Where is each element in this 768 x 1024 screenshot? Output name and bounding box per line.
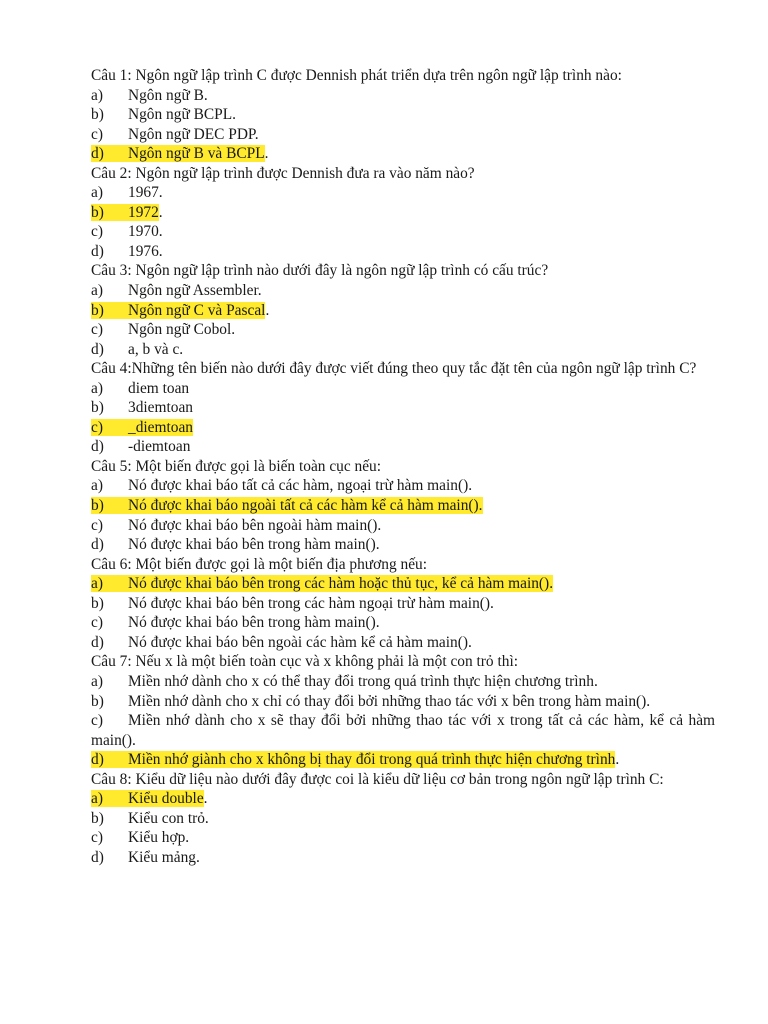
question-4-option-a (91, 379, 715, 399)
option-text: Ngôn ngữ Cobol. (128, 321, 236, 339)
question-2-option-c (91, 222, 715, 242)
option-text: Nó được khai báo bên trong các hàm ngoại trừ hàm main(). (128, 594, 494, 612)
option-letter: b) (91, 809, 104, 827)
option-text: Miền nhớ dành cho x sẽ thay đổi bởi những thao tác với x trong tất cả các hàm, kể cả hàm main(). (91, 712, 715, 749)
option-text: 3diemtoan (128, 399, 193, 417)
option-text: Miền nhớ giành cho x không bị thay đổi trong quá trình thực hiện chương trình (128, 751, 616, 769)
option-letter: c) (91, 321, 103, 339)
option-text: Miền nhớ dành cho x có thể thay đổi trong quá trình thực hiện chương trình. (128, 672, 598, 690)
question-5-option-b-answer (91, 496, 715, 516)
option-text: Miền nhớ dành cho x chỉ có thay đổi bởi những thao tác với x bên trong hàm main(). (128, 692, 651, 710)
question-7-option-a (91, 672, 715, 692)
answer-highlight (91, 751, 615, 768)
option-letter: b) (91, 497, 104, 515)
option-letter: d) (91, 751, 104, 769)
option-text: Nó được khai báo bên ngoài các hàm kể cả hàm main(). (128, 633, 472, 651)
option-text: 1967. (128, 184, 163, 202)
option-text: Ngôn ngữ DEC PDP. (128, 125, 259, 143)
question-3-option-c (91, 320, 715, 340)
question-5-option-d (91, 535, 715, 555)
option-letter: b) (91, 399, 104, 417)
answer-highlight (91, 497, 483, 514)
option-text: Ngôn ngữ B và BCPL (128, 145, 265, 163)
option-letter: a) (91, 379, 103, 397)
answer-highlight (91, 419, 193, 436)
option-text: Kiểu hợp. (128, 829, 190, 847)
answer-highlight (91, 302, 265, 319)
option-text: Kiểu con trỏ. (128, 809, 209, 827)
question-2-option-d (91, 242, 715, 262)
option-text: Ngôn ngữ B. (128, 86, 208, 104)
option-letter: b) (91, 301, 104, 319)
question-7-option-d-answer: d) Miền nhớ giành cho x không bị thay đổi trong quá trình thực hiện chương trình. (91, 751, 620, 769)
option-letter: b) (91, 594, 104, 612)
option-text: Nó được khai báo bên trong hàm main(). (128, 536, 380, 554)
question-1-option-c (91, 125, 715, 145)
question-3-option-a (91, 281, 715, 301)
answer-highlight (91, 204, 159, 221)
option-text: Ngôn ngữ BCPL. (128, 106, 236, 124)
option-text: 1972 (128, 203, 159, 221)
option-letter: c) (91, 712, 103, 730)
option-text: _diemtoan (128, 418, 193, 436)
option-text: Nó được khai báo tất cả các hàm, ngoại trừ hàm main(). (128, 477, 473, 495)
option-text: 1976. (128, 242, 163, 260)
answer-highlight: a) Nó được khai báo bên trong các hàm hoặc thủ tục, kể cả hàm main(). (91, 575, 554, 593)
question-4-option-d (91, 437, 715, 457)
option-text: Nó được khai báo ngoài tất cả các hàm kể cả hàm main(). (128, 497, 483, 515)
option-letter: c) (91, 614, 103, 632)
option-letter: a) (91, 575, 103, 593)
question-1-option-b (91, 105, 715, 125)
question-8-option-b (91, 809, 715, 829)
question-8-title: Câu 8: Kiểu dữ liệu nào dưới đây được coi là kiểu dữ liệu cơ bản trong ngôn ngữ lập trình C: (91, 770, 664, 788)
option-text: Nó được khai báo bên ngoài hàm main(). (128, 516, 382, 534)
option-letter: c) (91, 516, 103, 534)
option-letter: a) (91, 790, 103, 808)
option-letter: d) (91, 242, 104, 260)
option-letter: c) (91, 418, 103, 436)
option-letter: a) (91, 672, 103, 690)
option-text: Ngôn ngữ Assembler. (128, 282, 262, 300)
question-2-title: Câu 2: Ngôn ngữ lập trình được Dennish đưa ra vào năm nào? (91, 164, 475, 182)
question-8-option-a-answer: a) Kiểu double. (91, 790, 208, 808)
question-1-title: Câu 1: Ngôn ngữ lập trình C được Dennish phát triển dựa trên ngôn ngữ lập trình nào: (91, 67, 622, 84)
option-text: 1970. (128, 223, 163, 241)
question-8-option-c (91, 828, 715, 848)
option-letter: a) (91, 477, 103, 495)
option-text: Kiểu double (128, 790, 204, 808)
question-2-option-b-answer: b) 1972. (91, 203, 163, 221)
document-page (91, 66, 715, 867)
option-letter: b) (91, 692, 104, 710)
question-7-option-b (91, 692, 715, 712)
question-7-option-c (91, 711, 715, 750)
option-letter: d) (91, 438, 104, 456)
question-6-option-c (91, 613, 715, 633)
option-letter: a) (91, 86, 103, 104)
question-6-option-b (91, 594, 715, 614)
option-letter: a) (91, 282, 103, 300)
question-6-option-d (91, 633, 715, 653)
option-text: -diemtoan (128, 438, 191, 456)
option-letter: a) (91, 184, 103, 202)
question-2-option-a (91, 183, 715, 203)
answer-highlight (91, 145, 265, 162)
option-letter: d) (91, 848, 104, 866)
option-text: Nó được khai báo bên trong hàm main(). (128, 614, 380, 632)
question-3-option-b-answer: b) Ngôn ngữ C và Pascal. (91, 301, 270, 319)
option-text: Nó được khai báo bên trong các hàm hoặc thủ tục, kể cả hàm main() (128, 575, 550, 593)
question-1-option-a (91, 86, 715, 106)
option-letter: c) (91, 223, 103, 241)
question-3-option-d (91, 340, 715, 360)
question-6-option-a-answer (91, 574, 715, 594)
option-letter: b) (91, 106, 104, 124)
option-text: Ngôn ngữ C và Pascal (128, 301, 266, 319)
option-text: a, b và c. (128, 340, 184, 358)
question-4-title: Câu 4:Những tên biến nào dưới đây được viết đúng theo quy tắc đặt tên của ngôn ngữ lập trình C? (91, 360, 697, 378)
question-5-option-a (91, 476, 715, 496)
option-text: Kiểu mảng. (128, 848, 200, 866)
option-letter: d) (91, 340, 104, 358)
option-text: diem toan (128, 379, 190, 397)
question-7-title: Câu 7: Nếu x là một biến toàn cục và x không phải là một con trỏ thì: (91, 653, 518, 671)
question-4-option-b (91, 398, 715, 418)
question-1-option-d-answer: d) Ngôn ngữ B và BCPL. (91, 145, 269, 163)
option-letter: c) (91, 125, 103, 143)
option-letter: d) (91, 145, 104, 163)
option-letter: c) (91, 829, 103, 847)
question-5-option-c (91, 516, 715, 536)
question-3-title: Câu 3: Ngôn ngữ lập trình nào dưới đây là ngôn ngữ lập trình có cấu trúc? (91, 262, 549, 280)
answer-highlight (91, 790, 204, 807)
option-letter: d) (91, 536, 104, 554)
question-8-option-d (91, 848, 715, 868)
option-letter: d) (91, 633, 104, 651)
question-4-option-c-answer (91, 418, 715, 438)
option-letter: b) (91, 203, 104, 221)
question-6-title: Câu 6: Một biến được gọi là một biến địa phương nếu: (91, 555, 428, 573)
question-5-title: Câu 5: Một biến được gọi là biến toàn cục nếu: (91, 457, 382, 475)
